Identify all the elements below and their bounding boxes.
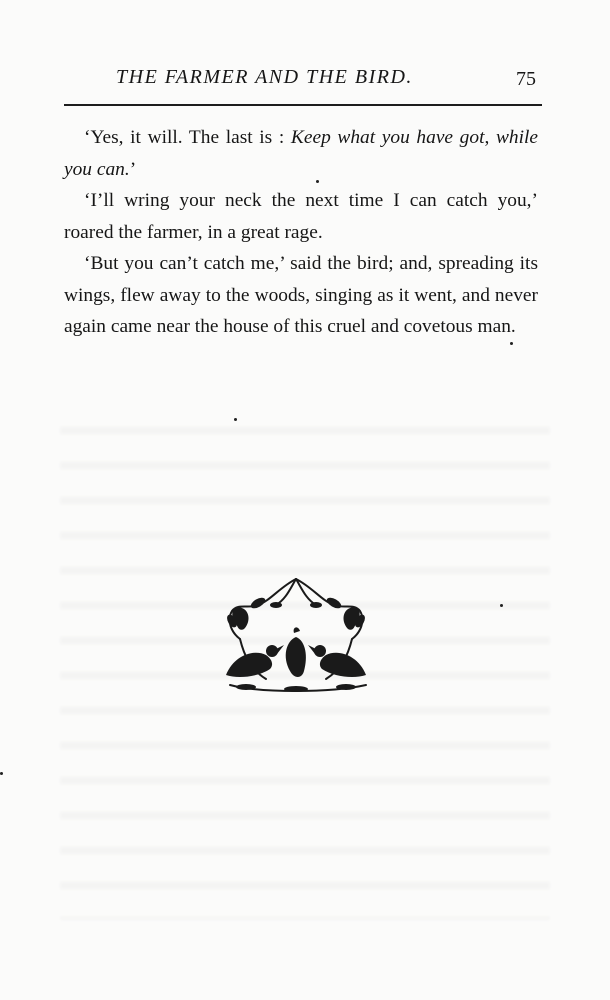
paragraph: ‘Yes, it will. The last is : Keep what you have got, while you can.’: [64, 127, 538, 180]
italic-phrase: Keep what you have got: [290, 127, 485, 148]
paragraph: ‘But you can’t catch me,’ said the bird; and, spreading its wings, flew away to the woods, singing as it went, and never again came near the house of this cruel and covetous man.: [64, 253, 538, 337]
header-rule: [64, 104, 542, 106]
ink-speck: [234, 418, 237, 421]
running-title: THE FARMER AND THE BIRD.: [116, 66, 413, 88]
page-header: [64, 62, 542, 102]
ink-speck: [510, 342, 513, 345]
ink-speck: [316, 180, 319, 183]
page-number: 75: [516, 68, 536, 90]
body-text: [64, 122, 538, 343]
paragraph: ‘I’ll wring your neck the next time I can catch you,’ roared the farmer, in a great rage.: [64, 190, 538, 243]
italic-phrase: while you can.: [64, 127, 538, 180]
ink-speck: [500, 604, 503, 607]
birds-and-vines-vignette-icon: [210, 575, 382, 703]
ink-speck: [0, 772, 3, 775]
